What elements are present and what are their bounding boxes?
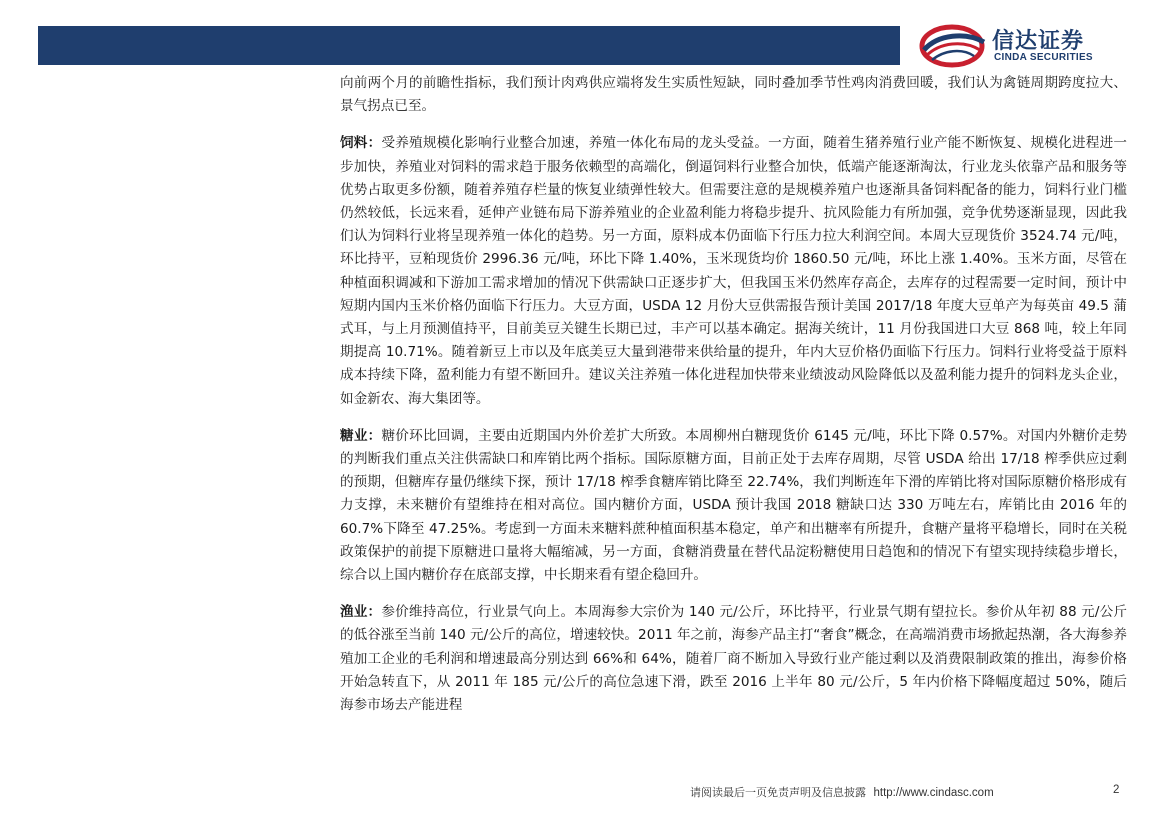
logo-chinese-name: 信达证券 [992, 29, 1085, 54]
paragraph-text: 受养殖规模化影响行业整合加速，养殖一体化布局的龙头受益。一方面，随着生猪养殖行业产能不断恢复、规模化进程进一步加快，养殖业对饲料的需求趋于服务依赖型的高端化，倒逼饲料行业整合加快，低端产能逐渐淘汰，行业龙头依靠产品和服务等优势占取更多份额，随着养殖存栏量的恢复业绩弹性较大。但需要注意的是规模养殖户也逐渐具备饲料配备的能力，饲料行业门槛仍然较低，长远来看，延伸产业链布局下游养殖业的企业盈利能力将稳步提升、抗风险能力有所加强，竞争优势逐渐显现，因此我们认为饲料行业将呈现养殖一体化的趋势。另一方面，原料成本仍面临下行压力拉大利润空间。本周大豆现货价 3524.74 元/吨，环比持平，豆粕现货价 2996.36 元/吨，环比下降 1.40%，玉米现货均价 1860.50 元/吨，环比上涨 1.40%。玉米方面，尽管在种植面积调减和下游加工需求增加的情况下供需缺口正逐步扩大，但我国玉米仍然库存高企，去库存的过程需要一定时间，预计中短期内国内玉米价格仍面临下行压力。大豆方面，USDA 12 月份大豆供需报告预计美国 2017/18 年度大豆单产为每英亩 49.5 蒲式耳，与上月预测值持平，目前美豆关键生长期已过，丰产可以基本确定。据海关统计，11 月份我国进口大豆 868 吨，较上年同期提高 10.71%。随着新豆上市以及年底美豆大量到港带来供给量的提升，年内大豆价格仍面临下行压力。饲料行业将受益于原料成本持续下降，盈利能力有望不断回升。建议关注养殖一体化进程加快带来业绩波动风险降低以及盈利能力提升的饲料龙头企业，如金新农、海大集团等。 [340, 135, 1128, 407]
section-heading-sugar: 糖业： [340, 427, 382, 444]
paragraph-text: 糖价环比回调，主要由近期国内外价差扩大所致。本周柳州白糖现货价 6145 元/吨，环比下降 0.57%。对国内外糖价走势的判断我们重点关注供需缺口和库销比两个指标。国际原糖方面，目前正处于去库存周期，尽管 USDA 给出 17/18 榨季供应过剩的预期，但糖库存量仍继续下探，预计 17/18 榨季食糖库销比降至 22.74%，我们判断连年下滑的库销比将对国际原糖价格形成有力支撑，未来糖价有望维持在相对高位。国内糖价方面，USDA 预计我国 2018 糖缺口达 330 万吨左右，库销比由 2016 年的 60.7%下降至 47.25%。考虑到一方面未来糖料蔗种植面积基本稳定，单产和出糖率有所提升，食糖产量将平稳增长，同时在关税政策保护的前提下原糖进口量将大幅缩减，另一方面，食糖消费量在替代品淀粉糖使用日趋饱和的情况下有望实现持续稳步增长，综合以上国内糖价存在底部支撑，中长期来看有望企稳回升。 [340, 427, 1127, 584]
footer-disclaimer: 请阅读最后一页免责声明及信息披露 [690, 786, 866, 799]
paragraph-feed [340, 132, 1127, 410]
cinda-logo-icon [918, 20, 988, 70]
header-band [38, 26, 900, 65]
paragraph-fishery [340, 601, 1127, 717]
page-number: 2 [1113, 784, 1120, 796]
paragraph-poultry-cont [340, 72, 1127, 118]
company-logo [918, 18, 1133, 70]
paragraph-sugar [340, 425, 1127, 587]
report-body [340, 72, 1127, 731]
logo-english-name: CINDA SECURITIES [994, 52, 1093, 63]
paragraph-text: 向前两个月的前瞻性指标，我们预计肉鸡供应端将发生实质性短缺，同时叠加季节性鸡肉消费回暖，我们认为禽链周期跨度拉大、景气拐点已至。 [340, 75, 1127, 115]
paragraph-text: 参价维持高位，行业景气向上。本周海参大宗价为 140 元/公斤，环比持平，行业景气期有望拉长。参价从年初 88 元/公斤的低谷涨至当前 140 元/公斤的高位，增速较快。2011 年之前，海参产品主打“奢食”概念，在高端消费市场掀起热潮，各大海参养殖加工企业的毛利润和增速最高分别达到 66%和 64%，随着厂商不断加入导致行业产能过剩以及消费限制政策的推出，海参价格开始急转直下，从 2011 年 185 元/公斤的高位急速下滑，跌至 2016 上半年 80 元/公斤，5 年内价格下降幅度超过 50%，随后海参市场去产能进程 [340, 604, 1128, 714]
footer-url-link[interactable]: http://www.cindasc.com [873, 787, 994, 799]
section-heading-fishery: 渔业： [340, 604, 382, 621]
page-footer [690, 784, 994, 800]
section-heading-feed: 饲料： [340, 135, 382, 152]
